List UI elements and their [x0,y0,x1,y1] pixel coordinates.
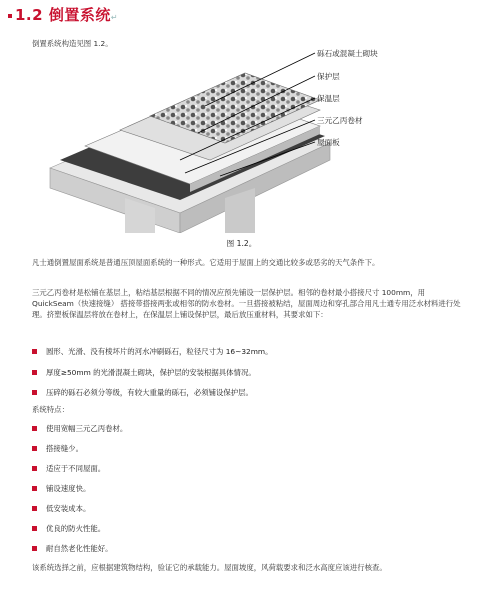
paragraph-2: 三元乙丙卷材是松铺在基层上，粘结基层根据不同的情况应预先铺设一层保护层。相邻的卷材最小搭接尺寸 100mm，用 QuickSeam（快速接缝） 搭接带搭接两张或相邻的防水卷材。一旦搭接被粘结，屋面周边和穿孔部合用凡士通专用泛水材料进行处理。挤塑板保温层将放在卷材上，在保温层上铺设保护层，最后放压重材料，其要求如下： [32,288,461,319]
bullet-square-icon [32,526,37,531]
figure-label-membrane: 三元乙丙卷材 [317,116,363,125]
feature-item: 优良的防火性能。 [32,523,105,534]
requirement-item: 圆形、光滑、没有棱坏片的河水冲刷砾石，粒径尺寸为 16~32mm。 [32,346,273,357]
heading-bullet [8,14,12,18]
bullet-square-icon [32,370,37,375]
bullet-square-icon [32,446,37,451]
roof-system-figure [30,48,378,233]
figure-caption: 图 1.2。 [226,239,257,248]
feature-item: 铺设速度快。 [32,483,90,494]
feature-item: 适应于不同屋面。 [32,463,105,474]
bullet-square-icon [32,426,37,431]
bullet-square-icon [32,506,37,511]
heading-number: 1.2 [15,6,44,24]
requirement-item: 厚度≥50mm 的光滑混凝土砌块，保护层的安装根据具体情况。 [32,367,256,378]
bullet-square-icon [32,486,37,491]
feature-item: 使用宽幅三元乙丙卷材。 [32,423,127,434]
requirement-item: 压碎的砾石必须分等级，有较大重量的砾石，必须铺设保护层。 [32,387,253,398]
section-heading: 1.2 倒置系统↵ [8,4,118,25]
bullet-square-icon [32,349,37,354]
features-title: 系统特点： [32,405,69,414]
roof-section-illustration [30,48,360,233]
bullet-square-icon [32,390,37,395]
feature-item: 低安装成本。 [32,503,90,514]
intro-text: 倒置系统构造见图 1.2。 [32,39,113,48]
figure-label-gravel: 砾石或混凝土砌块 [317,49,378,58]
figure-label-deck: 屋面板 [317,138,340,147]
paragraph-1: 凡士通倒置屋面系统是普通压顶屋面系统的一种形式。它适用于屋面上的交通比较多或恶劣的天气条件下。 [32,258,380,267]
bullet-square-icon [32,466,37,471]
figure-label-protection: 保护层 [317,72,340,81]
feature-item: 搭接缝少。 [32,443,83,454]
closing-paragraph: 该系统选择之前，应根据建筑物结构，验证它的承载能力。屋面坡度，风荷载要求和泛水高度应该进行核查。 [32,563,387,572]
feature-item: 耐自然老化性能好。 [32,543,113,554]
heading-title: 倒置系统 [48,6,111,24]
figure-label-insulation: 保温层 [317,94,340,103]
bullet-square-icon [32,546,37,551]
